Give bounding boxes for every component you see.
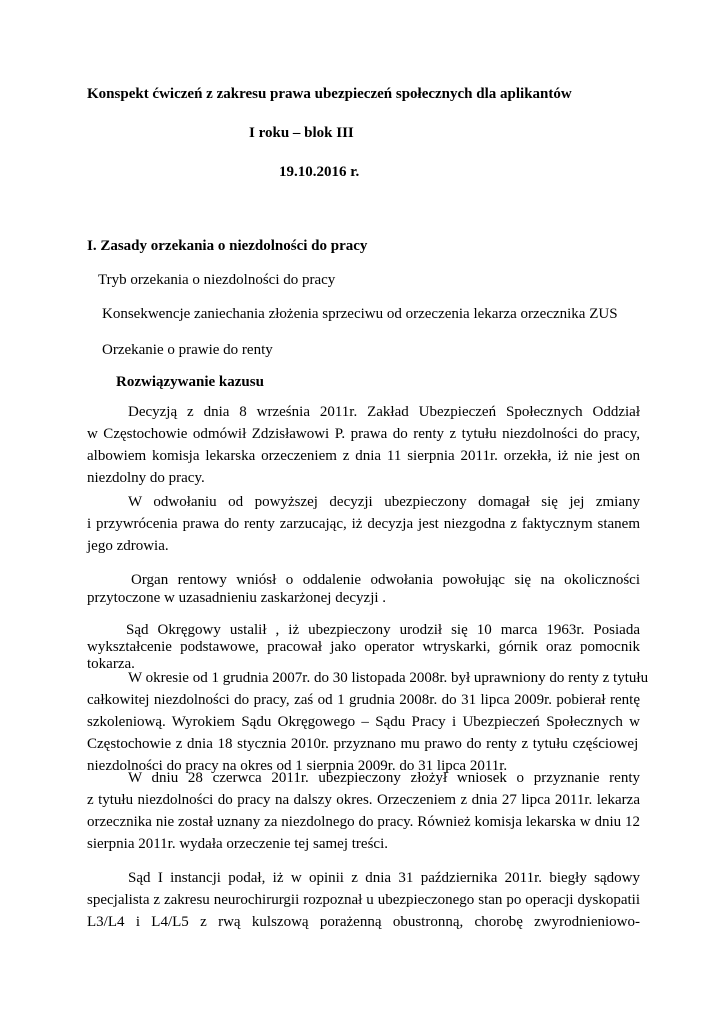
topic-item: Tryb orzekania o niezdolności do pracy <box>98 272 336 288</box>
paragraph-line: w Częstochowie odmówił Zdzisławowi P. prawa do renty z tytułu niezdolności do pracy, <box>87 426 640 442</box>
document-title: Konspekt ćwiczeń z zakresu prawa ubezpieczeń społecznych dla aplikantów <box>87 86 572 102</box>
paragraph-line: tokarza. <box>87 656 135 672</box>
document-subtitle: I roku – blok III <box>249 125 354 141</box>
paragraph-line: całkowitej niezdolności do pracy, zaś od 1 grudnia 2008r. do 31 lipca 2009r. pobierał rentę <box>87 692 640 708</box>
paragraph-line: wykształcenie podstawowe, pracował jako operator wtryskarki, górnik oraz pomocnik <box>87 639 640 655</box>
topic-item: Orzekanie o prawie do renty <box>102 342 273 358</box>
paragraph-line: sierpnia 2011r. wydała orzeczenie tej samej treści. <box>87 836 388 852</box>
topic-item: Konsekwencje zaniechania złożenia sprzeciwu od orzeczenia lekarza orzecznika ZUS <box>102 306 618 322</box>
document-date: 19.10.2016 r. <box>279 164 360 180</box>
paragraph-line: W okresie od 1 grudnia 2007r. do 30 listopada 2008r. był uprawniony do renty z tytułu <box>128 670 649 686</box>
paragraph-line: Organ rentowy wniósł o oddalenie odwołania powołując się na okoliczności <box>131 572 640 588</box>
paragraph-line: orzecznika nie został uznany za niezdolnego do pracy. Również komisja lekarska w dniu 12 <box>87 814 640 830</box>
paragraph-line: niezdolny do pracy. <box>87 470 205 486</box>
paragraph-line: Decyzją z dnia 8 września 2011r. Zakład Ubezpieczeń Społecznych Oddział <box>128 404 640 420</box>
paragraph-line: Częstochowie z dnia 18 stycznia 2010r. przyznano mu prawo do renty z tytułu częściowej <box>87 736 639 752</box>
paragraph-line: i przywrócenia prawa do renty zarzucając, iż decyzja jest niezgodna z faktycznym stanem <box>87 516 640 532</box>
paragraph-line: przytoczone w uzasadnieniu zaskarżonej decyzji . <box>87 590 387 606</box>
paragraph-line: jego zdrowia. <box>87 538 169 554</box>
paragraph-line: W odwołaniu od powyższej decyzji ubezpieczony domagał się jej zmiany <box>128 494 640 510</box>
paragraph-line: albowiem komisja lekarska orzeczeniem z dnia 11 sierpnia 2011r. orzekła, iż nie jest on <box>87 448 640 464</box>
section-heading: I. Zasady orzekania o niezdolności do pracy <box>87 238 368 254</box>
case-heading: Rozwiązywanie kazusu <box>116 374 264 390</box>
paragraph-line: L3/L4 i L4/L5 z rwą kulszową porażenną obustronną, chorobę zwyrodnieniowo- <box>87 914 640 930</box>
paragraph-line: specjalista z zakresu neurochirurgii rozpoznał u ubezpieczonego stan po operacji dyskopatii <box>87 892 640 908</box>
paragraph-line: z tytułu niezdolności do pracy na dalszy okres. Orzeczeniem z dnia 27 lipca 2011r. lekarza <box>87 792 640 808</box>
paragraph-line: Sąd I instancji podał, iż w opinii z dnia 31 października 2011r. biegły sądowy <box>128 870 640 886</box>
paragraph-line: Sąd Okręgowy ustalił , iż ubezpieczony urodził się 10 marca 1963r. Posiada <box>126 622 640 638</box>
paragraph-line: W dniu 28 czerwca 2011r. ubezpieczony złożył wniosek o przyznanie renty <box>128 770 640 786</box>
paragraph-line: szkoleniową. Wyrokiem Sądu Okręgowego – Sądu Pracy i Ubezpieczeń Społecznych w <box>87 714 640 730</box>
paragraph-line: niezdolności do pracy na okres od 1 sierpnia 2009r. do 31 lipca 2011r. <box>87 758 508 774</box>
